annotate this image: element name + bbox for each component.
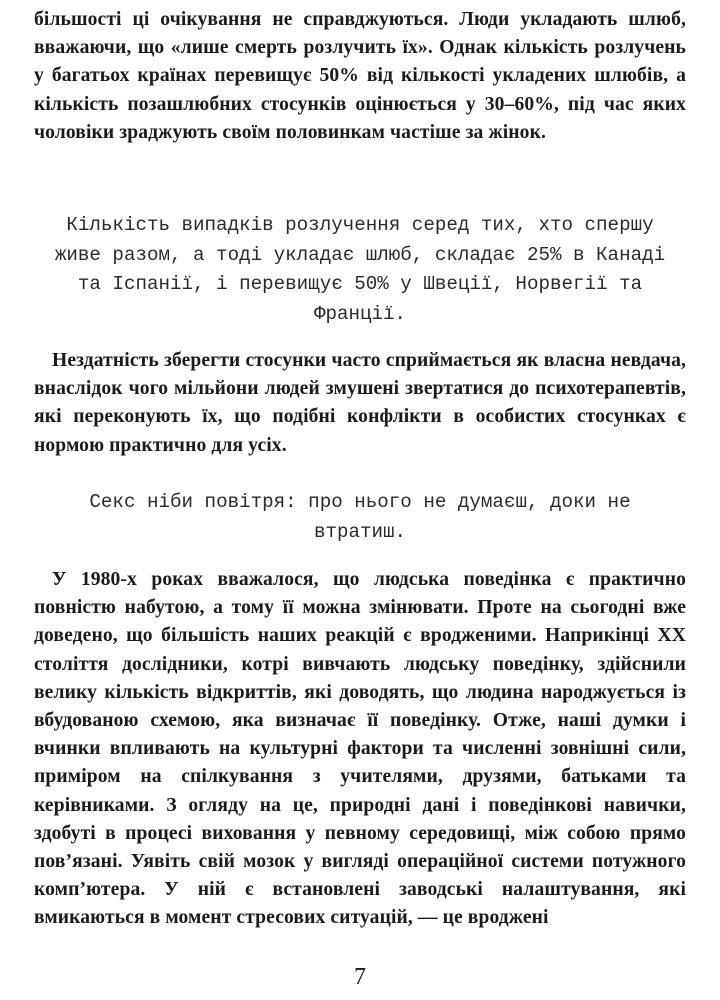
quote-cohabitation-divorce: Кількість випадків розлучення серед тих, хто спершу живе разом, а тоді укладає шлюб, складає 25% в Канаді та Іспанії, і перевищує 50% у Швеції, Норвегії та Франції. [54,214,666,325]
quote-sex-air: Секс ніби повітря: про нього не думаєш, доки не втратиш. [89,491,631,543]
paragraph-divorce-statistics: більшості ці очікування не справджуються. Люди укладають шлюб, вважаючи, що «лише смерть розлучить їх». Однак кількість розлучень у багатьох країнах перевищує 50% від кількості укладених шлюбів, а кількість позашлюбних стосунків оцінюється у 30–60%, під час яких чоловіки зраджують своїм половинкам частіше за жінок. [34,9,686,143]
page-number: 7 [354,964,366,990]
paragraph-innate-behavior: У 1980-х роках вважалося, що людська поведінка є практично повністю набутою, а тому її можна змінювати. Проте на сьогодні вже доведено, що більшість наших реакцій є вродженими. Наприкінці XX століття дослідники, котрі вивчають людську поведінку, здійснили велику кількість відкриттів, які доводять, що людина народжується із вбудованою схемою, яка визначає її поведінку. Отже, наші думки і вчинки впливають на культурні фактори та численні зовнішні сили, приміром на спілкування з учителями, друзями, батьками та керівниками. З огляду на це, природні дані і поведінкові навички, здобуті в процесі виховання у певному середовищі, між собою прямо пов’язані. Уявіть свій мозок у вигляді операційної системи потужного комп’ютера. У ній є встановлені заводські налаштування, які вмикаються в момент стресових ситуацій, — це вроджені [34,569,686,929]
paragraph-relationship-failure: Нездатність зберегти стосунки часто сприймається як власна невдача, внаслідок чого мільйони людей змушені звертатися до психотерапевтів, які переконують їх, що подібні конфлікти в особистих стосунках є нормою практично для усіх. [34,350,686,456]
